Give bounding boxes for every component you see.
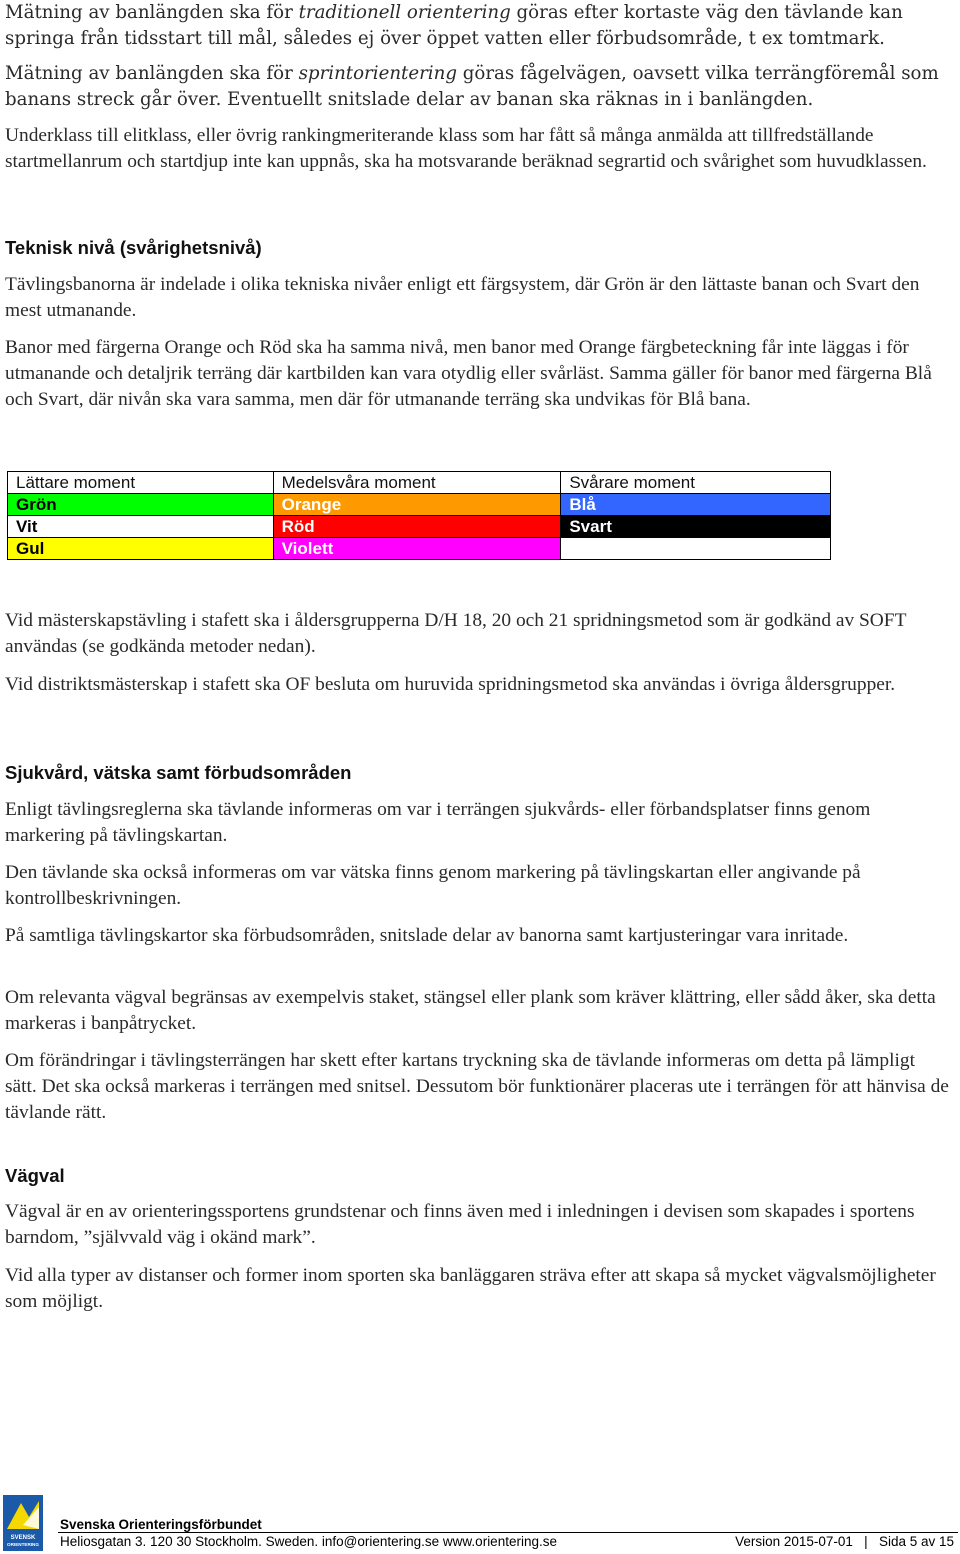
paragraph-traditional-measurement: Mätning av banlängden ska för traditionell orientering göras efter kortaste väg den tävlande kan springa från tidsstart till mål, således ej över öppet vatten eller förbudsområde, t ex tomtmark.	[5, 2, 903, 49]
color-cell-black: Svart	[561, 516, 831, 538]
header-hard: Svårare moment	[561, 472, 831, 494]
color-cell-blue: Blå	[561, 494, 831, 516]
paragraph-liquid-stations: Den tävlande ska också informeras om var vätska finns genom markering på tävlingskartan eller angivande på kontrollbeskrivningen.	[5, 862, 861, 909]
table-header-row	[8, 472, 831, 494]
heading-technical-level: Teknisk nivå (svårighetsnivå)	[5, 237, 262, 258]
svg-text:ORIENTERING: ORIENTERING	[7, 1542, 39, 1547]
difficulty-color-table	[7, 471, 831, 560]
header-medium: Medelsvåra moment	[273, 472, 561, 494]
heading-route-choice: Vägval	[5, 1165, 65, 1186]
paragraph-underclass: Underklass till elitklass, eller övrig rankingmeriterande klass som har fått så många anmälda att tillfredställande startmellanrum och startdjup inte kan uppnås, ska ha motsvarande beräknad segrartid och svårighet som huvudklassen.	[5, 125, 927, 172]
table-row	[8, 516, 831, 538]
paragraph-medical-stations: Enligt tävlingsreglerna ska tävlande informeras om var i terrängen sjukvårds- eller förbandsplatser finns genom markering på tävlingskartan.	[5, 799, 871, 846]
paragraph-terrain-changes: Om förändringar i tävlingsterrängen har skett efter kartans tryckning ska de tävlande informeras om detta på lämpligt sätt. Det ska också markeras i terrängen med snitsel. Dessutom bör funktionärer placeras ute i terrängen för att hänvisa de tävlande rätt.	[5, 1050, 949, 1123]
color-cell-orange: Orange	[273, 494, 561, 516]
paragraph-relay-championship: Vid mästerskapstävling i stafett ska i åldersgrupperna D/H 18, 20 och 21 spridningsmetod som är godkänd av SOFT användas (se godkända metoder nedan).	[5, 610, 907, 657]
table-row	[8, 494, 831, 516]
color-cell-green: Grön	[8, 494, 274, 516]
paragraph-forbidden-areas: På samtliga tävlingskartor ska förbudsområden, snitslade delar av banorna samt kartjusteringar vara inritade.	[5, 925, 849, 946]
paragraph-route-choice-basics: Vägval är en av orienteringssportens grundstenar och finns även med i inledningen i devisen som skapades i sportens barndom, ”självvald väg i okänd mark”.	[5, 1201, 915, 1248]
paragraph-sprint-measurement: Mätning av banlängden ska för sprintorientering göras fågelvägen, oavsett vilka terrängföremål som banans streck går över. Eventuellt snitslade delar av banan ska räknas in i banlängden.	[5, 63, 939, 110]
footer-version-page: Version 2015-07-01 | Sida 5 av 15	[735, 1534, 954, 1549]
heading-medical: Sjukvård, vätska samt förbudsområden	[5, 762, 352, 783]
color-cell-empty	[561, 538, 831, 560]
footer-address: Heliosgatan 3. 120 30 Stockholm. Sweden. info@orientering.se www.orientering.se	[60, 1534, 557, 1549]
paragraph-technical-levels: Tävlingsbanorna är indelade i olika tekniska nivåer enligt ett färgsystem, där Grön är den lättaste banan och Svart den mest utmanande.	[5, 274, 920, 321]
footer-organization: Svenska Orienteringsförbundet	[60, 1517, 262, 1532]
footer-divider	[58, 1532, 958, 1533]
svg-text:SVENSK: SVENSK	[10, 1535, 36, 1541]
table-row	[8, 538, 831, 560]
color-cell-violet: Violett	[273, 538, 561, 560]
header-easy: Lättare moment	[8, 472, 274, 494]
page-footer	[0, 1493, 960, 1554]
color-cell-white: Vit	[8, 516, 274, 538]
paragraph-relay-district: Vid distriktsmästerskap i stafett ska OF besluta om huruvida spridningsmetod ska användas i övriga åldersgrupper.	[5, 674, 896, 695]
paragraph-route-obstacles: Om relevanta vägval begränsas av exempelvis staket, stängsel eller plank som kräver klättring, eller sådd åker, ska detta markeras i banpåtrycket.	[5, 987, 936, 1034]
color-cell-red: Röd	[273, 516, 561, 538]
svensk-orientering-logo	[3, 1495, 43, 1551]
paragraph-orange-red-blue-black: Banor med färgerna Orange och Röd ska ha samma nivå, men banor med Orange färgbeteckning får inte läggas i för utmanande och detaljrik terräng där kartbilden kan vara otydlig eller svårläst. Samma gäller för banor med färgerna Blå och Svart, där nivån ska vara samma, men där för utmanande terräng ska undvikas för Blå bana.	[5, 337, 932, 410]
paragraph-route-choice-goal: Vid alla typer av distanser och former inom sporten ska banläggaren sträva efter att skapa så mycket vägvalsmöjligheter som möjligt.	[5, 1265, 936, 1312]
color-cell-yellow: Gul	[8, 538, 274, 560]
